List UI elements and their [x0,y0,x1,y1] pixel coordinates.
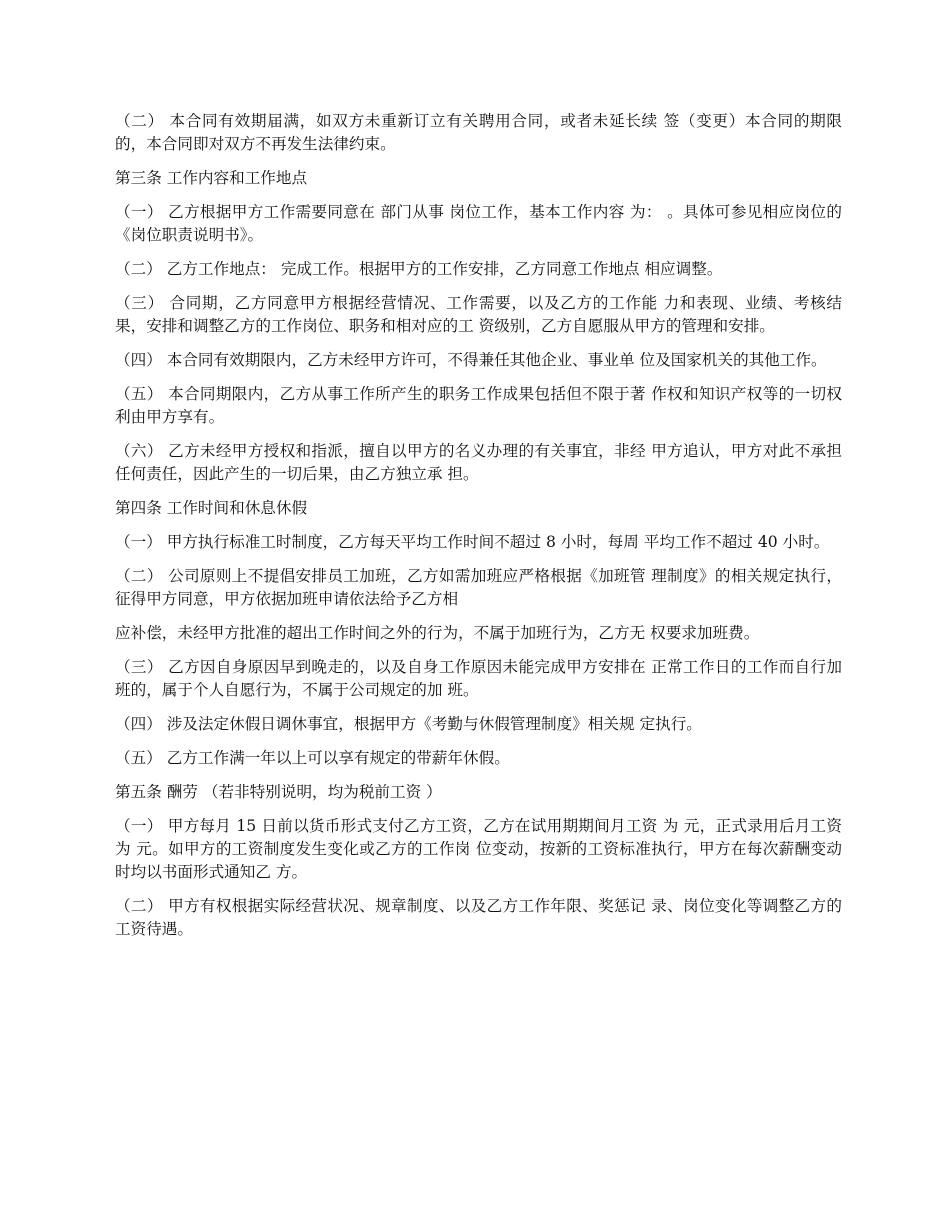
paragraph-3-6: （六） 乙方未经甲方授权和指派，擅自以甲方的名义办理的有关事宜，非经 甲方追认，甲方对此不承担任何责任，因此产生的一切后果，由乙方独立承 担。 [115,442,842,483]
paragraph-4-3: （三） 乙方因自身原因早到晚走的，以及自身工作原因未能完成甲方安排在 正常工作日的工作而自行加班的，属于个人自愿行为，不属于公司规定的加 班。 [115,658,842,699]
paragraph-4-2: （二） 公司原则上不提倡安排员工加班，乙方如需加班应严格根据《加班管 理制度》的相关规定执行，征得甲方同意，甲方依据加班申请依法给予乙方相 [115,567,842,608]
paragraph-3-2: （二） 乙方工作地点： 完成工作。根据甲方的工作安排，乙方同意工作地点 相应调整。 [115,260,723,278]
paragraph-3-3: （三） 合同期，乙方同意甲方根据经营情况、工作需要，以及乙方的工作能 力和表现、业绩、考核结果，安排和调整乙方的工作岗位、职务和相对应的工 资级别，乙方自愿服从甲方的管理和安排。 [115,294,842,335]
paragraph-4-1: （一） 甲方执行标准工时制度，乙方每天平均工作时间不超过 8 小时，每周 平均工作不超过 40 小时。 [115,533,830,551]
article-4-heading: 第四条 工作时间和休息休假 [115,499,308,517]
paragraph-4-5: （五） 乙方工作满一年以上可以享有规定的带薪年休假。 [115,749,510,767]
paragraph-5-2: （二） 甲方有权根据实际经营状况、规章制度、以及乙方工作年限、奖惩记 录、岗位变化等调整乙方的工资待遇。 [115,897,842,938]
paragraph-3-5: （五） 本合同期限内，乙方从事工作所产生的职务工作成果包括但不限于著 作权和知识产权等的一切权利由甲方享有。 [115,385,842,426]
paragraph-contract-expiry: （二） 本合同有效期届满，如双方未重新订立有关聘用合同，或者未延长续 签（变更）本合同的期限的，本合同即对双方不再发生法律约束。 [115,112,842,153]
paragraph-3-1: （一） 乙方根据甲方工作需要同意在 部门从事 岗位工作，基本工作内容 为： 。具体可参见相应岗位的《岗位职责说明书》。 [115,203,842,244]
paragraph-5-1: （一） 甲方每月 15 日前以货币形式支付乙方工资，乙方在试用期期间月工资 为 元，正式录用后月工资为 元。如甲方的工资制度发生变化或乙方的工作岗 位变动，按新的工资标准执行，甲方在每次薪酬变动时均以书面形式通知乙 方。 [115,817,842,881]
paragraph-4-4: （四） 涉及法定休假日调休事宜，根据甲方《考勤与休假管理制度》相关规 定执行。 [115,715,702,733]
paragraph-4-2-continued: 应补偿，未经甲方批准的超出工作时间之外的行为，不属于加班行为，乙方无 权要求加班费。 [115,624,760,642]
document-page [115,110,842,952]
article-3-heading: 第三条 工作内容和工作地点 [115,169,308,187]
paragraph-3-4: （四） 本合同有效期限内，乙方未经甲方许可，不得兼任其他企业、事业单 位及国家机关的其他工作。 [115,351,827,369]
article-5-heading: 第五条 酬劳 （若非特别说明，均为税前工资 ） [115,783,442,801]
